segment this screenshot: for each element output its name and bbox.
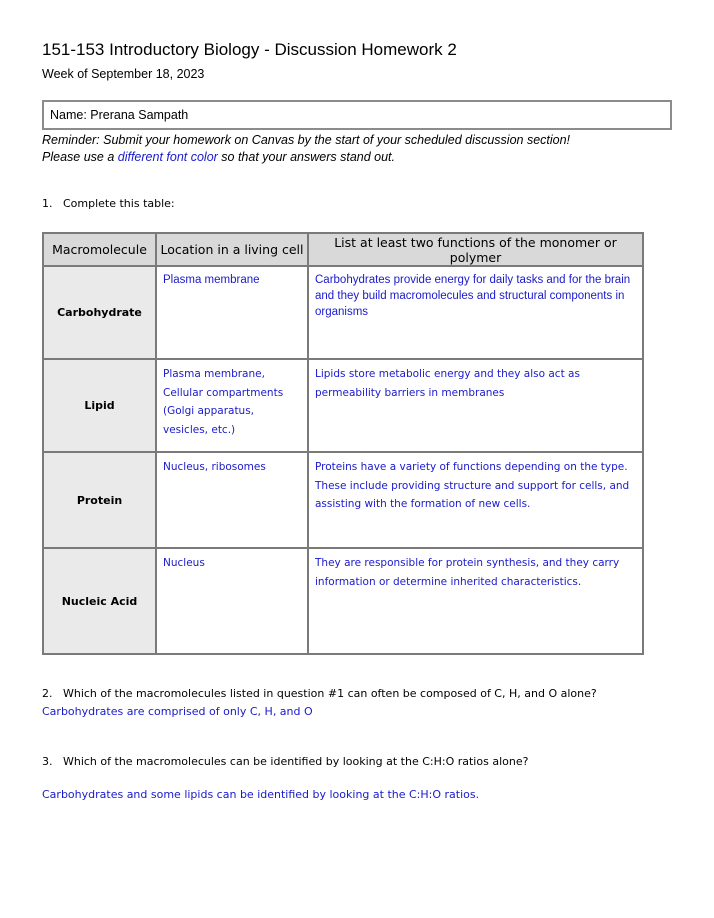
location-cell[interactable]: Plasma membrane bbox=[156, 266, 308, 359]
header-location: Location in a living cell bbox=[156, 233, 308, 266]
row-label: Lipid bbox=[43, 359, 156, 452]
week-subtitle: Week of September 18, 2023 bbox=[42, 67, 205, 81]
question-2-prompt: 2. Which of the macromolecules listed in question #1 can often be composed of C, H, and O alone? bbox=[42, 687, 597, 700]
macromolecule-table bbox=[42, 232, 644, 655]
name-text: Name: Prerana Sampath bbox=[50, 108, 189, 122]
header-macromolecule: Macromolecule bbox=[43, 233, 156, 266]
location-cell[interactable]: Plasma membrane, Cellular compartments (Golgi apparatus, vesicles, etc.) bbox=[156, 359, 308, 452]
row-label: Carbohydrate bbox=[43, 266, 156, 359]
table-row bbox=[43, 452, 643, 548]
table-row bbox=[43, 548, 643, 654]
location-cell[interactable]: Nucleus bbox=[156, 548, 308, 654]
table-header-row bbox=[43, 233, 643, 266]
reminder-line-2: Please use a different font color so that your answers stand out. bbox=[42, 150, 395, 164]
table-row bbox=[43, 266, 643, 359]
header-functions: List at least two functions of the monomer or polymer bbox=[308, 233, 643, 266]
reminder-line-1: Reminder: Submit your homework on Canvas by the start of your scheduled discussion section! bbox=[42, 133, 571, 147]
functions-cell[interactable]: Carbohydrates provide energy for daily tasks and for the brain and they build macromolecules and structural components in organisms bbox=[308, 266, 643, 359]
reminder bbox=[42, 132, 570, 166]
functions-cell[interactable]: They are responsible for protein synthesis, and they carry information or determine inherited characteristics. bbox=[308, 548, 643, 654]
name-field[interactable] bbox=[42, 100, 672, 130]
question-3-answer[interactable]: Carbohydrates and some lipids can be identified by looking at the C:H:O ratios. bbox=[42, 788, 480, 801]
functions-cell[interactable]: Proteins have a variety of functions depending on the type. These include providing structure and support for cells, and assisting with the formation of new cells. bbox=[308, 452, 643, 548]
row-label: Protein bbox=[43, 452, 156, 548]
row-label: Nucleic Acid bbox=[43, 548, 156, 654]
functions-cell[interactable]: Lipids store metabolic energy and they also act as permeability barriers in membranes bbox=[308, 359, 643, 452]
table-row bbox=[43, 359, 643, 452]
question-3-prompt: 3. Which of the macromolecules can be identified by looking at the C:H:O ratios alone? bbox=[42, 755, 529, 768]
question-1-prompt: 1. Complete this table: bbox=[42, 197, 175, 210]
colored-phrase: different font color bbox=[117, 150, 218, 164]
question-2-answer[interactable]: Carbohydrates are comprised of only C, H, and O bbox=[42, 705, 313, 718]
page-title: 151-153 Introductory Biology - Discussion Homework 2 bbox=[42, 40, 457, 59]
location-cell[interactable]: Nucleus, ribosomes bbox=[156, 452, 308, 548]
